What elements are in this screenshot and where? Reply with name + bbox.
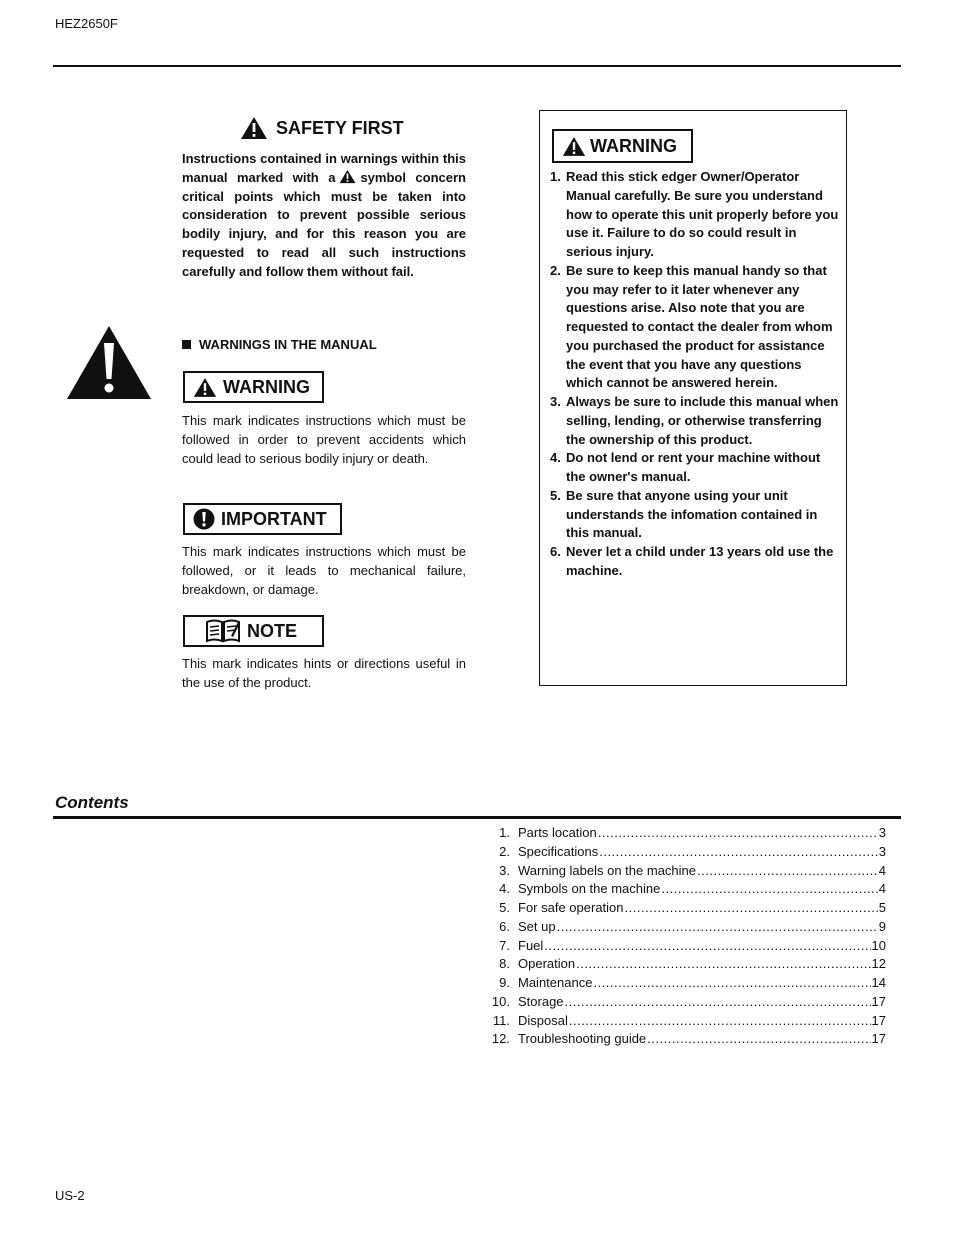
list-item-text: Always be sure to include this manual when selling, lending, or otherwise transferring the ownership of this product.	[566, 394, 839, 447]
warning-triangle-icon	[240, 116, 268, 140]
important-mark-label: IMPORTANT	[221, 508, 327, 529]
warning-box-header	[552, 129, 693, 163]
list-item	[550, 543, 840, 581]
warnings-in-manual-label: WARNINGS IN THE MANUAL	[199, 337, 377, 352]
toc-title: Maintenance	[518, 975, 593, 990]
page-number: US-2	[55, 1188, 85, 1203]
toc-title: Disposal	[518, 1012, 568, 1028]
list-item-number: 2.	[550, 262, 561, 278]
toc-title: Set up	[518, 918, 556, 934]
toc-page: 5	[878, 900, 886, 915]
note-mark-label: NOTE	[247, 620, 298, 641]
toc-page: 4	[878, 881, 886, 897]
warning-instructions-list	[550, 168, 840, 581]
toc-entry[interactable]	[482, 880, 886, 899]
list-item-text: Do not lend or rent your machine without the owner's manual.	[566, 450, 821, 484]
list-item	[550, 449, 840, 487]
list-item-number: 1.	[550, 169, 561, 184]
table-of-contents	[482, 824, 886, 1049]
toc-number: 4.	[499, 881, 510, 897]
toc-leader	[625, 899, 878, 918]
toc-leader	[697, 862, 878, 881]
toc-number: 11.	[492, 1012, 510, 1028]
toc-leader	[647, 1030, 870, 1049]
warnings-in-manual-heading	[182, 337, 377, 352]
toc-number: 5.	[499, 900, 510, 915]
toc-leader	[569, 1012, 871, 1031]
toc-entry[interactable]	[482, 993, 886, 1012]
warning-triangle-icon	[562, 136, 586, 157]
contents-title: Contents	[55, 793, 129, 812]
list-item	[550, 168, 840, 262]
toc-number: 1.	[499, 825, 510, 840]
toc-number: 3.	[499, 862, 510, 878]
toc-leader	[565, 993, 871, 1012]
toc-entry[interactable]	[482, 974, 886, 993]
list-item-text: Be sure to keep this manual handy so that you may refer to it later whenever any questions arise. Also note that you are requested to contact the dealer from whom you purchased the product for assistance the event that you have any questions which cannot be answered herein.	[566, 262, 833, 391]
warning-triangle-icon	[339, 169, 356, 184]
toc-entry[interactable]	[482, 824, 886, 843]
toc-title: Storage	[518, 993, 564, 1009]
toc-title: Parts location	[518, 825, 597, 840]
toc-title: Symbols on the machine	[518, 881, 661, 897]
toc-title: Operation	[518, 956, 576, 972]
list-item	[550, 262, 840, 393]
list-item	[550, 487, 840, 543]
toc-page: 9	[878, 918, 886, 934]
toc-leader	[557, 918, 878, 937]
toc-page: 3	[878, 843, 886, 859]
contents-divider	[53, 816, 901, 819]
list-item-text: Never let a child under 13 years old use the machine.	[566, 544, 834, 578]
safety-text-after: symbol concern critical points which must be taken into consideration to prevent possible serious bodily injury, and for this reason you are requested to read all such instructions carefully and follow them without fail.	[182, 169, 467, 279]
toc-page: 4	[878, 862, 886, 878]
toc-title: Warning labels on the machine	[518, 862, 697, 878]
note-mark-description: This mark indicates hints or directions useful in the use of the product.	[182, 656, 466, 690]
toc-leader	[576, 955, 870, 974]
toc-page: 17	[871, 1012, 886, 1028]
list-item-number: 4.	[550, 450, 561, 466]
toc-entry[interactable]	[482, 937, 886, 956]
toc-entry[interactable]	[482, 899, 886, 918]
toc-entry[interactable]	[482, 843, 886, 862]
toc-number: 6.	[499, 918, 510, 934]
toc-leader	[599, 843, 878, 862]
large-warning-triangle-icon	[66, 325, 152, 400]
list-item-text: Be sure that anyone using your unit understands the infomation contained in this manual.	[566, 487, 818, 541]
warning-triangle-icon	[193, 377, 217, 398]
toc-leader	[593, 974, 870, 993]
toc-entry[interactable]	[482, 862, 886, 881]
toc-number: 7.	[499, 937, 510, 953]
exclamation-circle-icon	[193, 508, 215, 530]
toc-title: Specifications	[518, 843, 599, 859]
warning-mark-box	[183, 371, 324, 403]
list-item	[550, 393, 840, 449]
important-mark-box	[183, 503, 342, 535]
toc-page: 17	[871, 993, 886, 1009]
toc-entry[interactable]	[482, 955, 886, 974]
list-item-number: 3.	[550, 394, 561, 409]
toc-title: Fuel	[518, 937, 544, 953]
list-item-number: 5.	[550, 487, 561, 503]
warning-box-label: WARNING	[590, 135, 677, 156]
toc-page: 17	[871, 1031, 886, 1047]
toc-entry[interactable]	[482, 918, 886, 937]
toc-number: 8.	[499, 956, 510, 972]
top-divider	[53, 65, 901, 67]
toc-leader	[598, 824, 878, 843]
toc-entry[interactable]	[482, 1012, 886, 1031]
toc-title: For safe operation	[518, 900, 624, 915]
warning-instructions-box	[539, 110, 847, 686]
square-bullet-icon	[182, 340, 191, 349]
safety-first-heading	[240, 116, 404, 140]
toc-page: 12	[871, 956, 886, 972]
toc-number: 2.	[499, 843, 510, 859]
safety-first-title: SAFETY FIRST	[276, 117, 404, 138]
toc-page: 14	[871, 975, 886, 990]
toc-page: 3	[878, 825, 886, 840]
warning-mark-description: This mark indicates instructions which must be followed in order to prevent accidents which could lead to serious bodily injury or death.	[182, 413, 466, 466]
toc-leader	[544, 937, 870, 956]
safety-first-text	[182, 150, 466, 282]
toc-page: 10	[871, 937, 886, 953]
toc-entry[interactable]	[482, 1030, 886, 1049]
warning-mark-label: WARNING	[223, 376, 310, 397]
model-number: HEZ2650F	[55, 16, 118, 31]
toc-number: 9.	[499, 975, 510, 990]
toc-number: 10.	[491, 993, 510, 1009]
important-mark-description: This mark indicates instructions which must be followed, or it leads to mechanical failure, breakdown, or damage.	[182, 544, 466, 597]
note-mark-box	[183, 615, 324, 647]
open-book-icon	[205, 619, 241, 643]
toc-title: Troubleshooting guide	[518, 1031, 647, 1047]
list-item-number: 6.	[550, 544, 561, 559]
safety-text-before: Instructions contained in warnings within this manual marked with a	[182, 151, 466, 185]
toc-number: 12.	[491, 1031, 510, 1047]
toc-leader	[661, 880, 877, 899]
list-item-text: Read this stick edger Owner/Operator Manual carefully. Be sure you understand how to operate this unit properly before you use it. Failure to do so could result in serious injury.	[566, 169, 839, 259]
